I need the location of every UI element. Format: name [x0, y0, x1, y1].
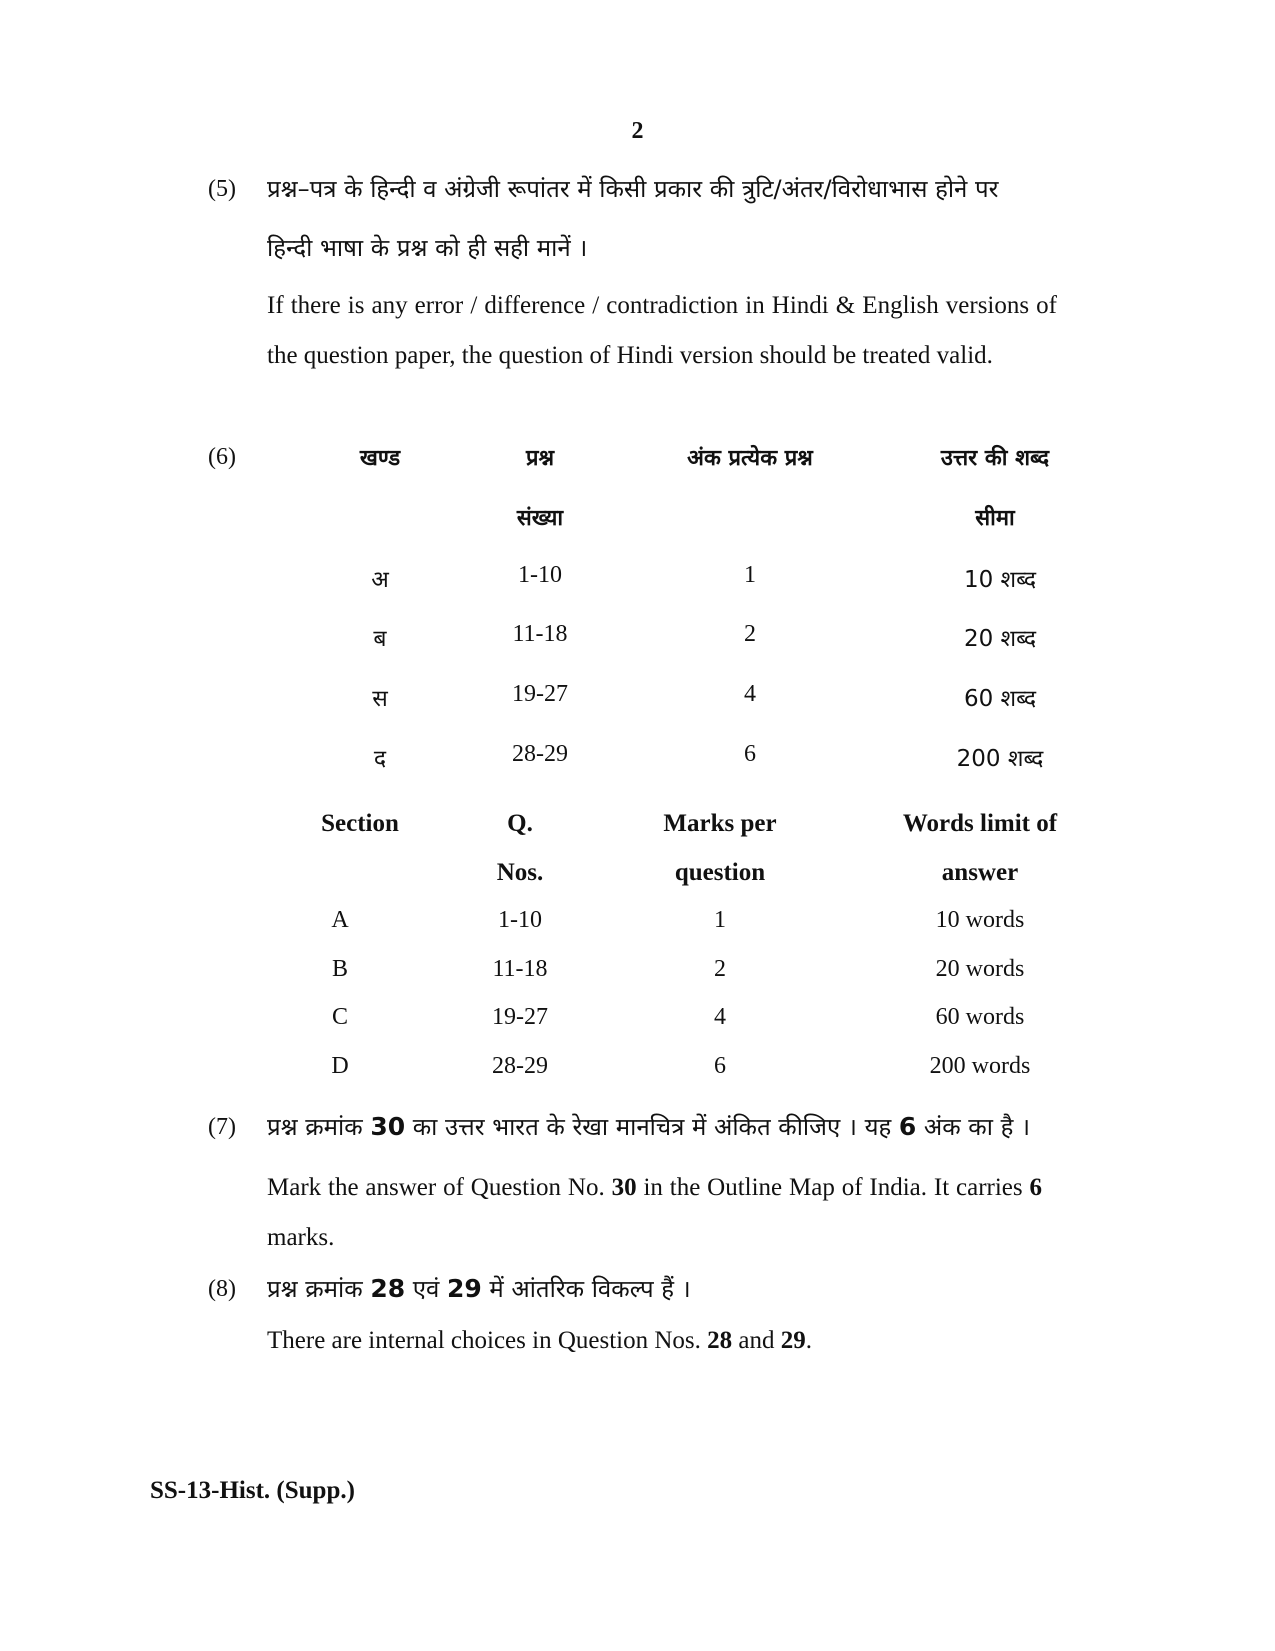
- table-cell: 4: [714, 1004, 726, 1030]
- table-cell: 28-29: [492, 1053, 548, 1079]
- table-cell: 2: [714, 956, 726, 982]
- item-7-hindi: प्रश्न क्रमांक 30 का उत्तर भारत के रेखा मानचित्र में अंकित कीजिए । यह 6 अंक का है ।: [267, 1112, 1031, 1141]
- item-5-hindi-line-2: हिन्दी भाषा के प्रश्न को ही सही मानें ।: [267, 234, 588, 262]
- english-table-header: question: [674, 859, 766, 886]
- table-cell: 19-27: [492, 1004, 548, 1030]
- hindi-table-header: प्रश्न: [525, 446, 555, 471]
- table-cell: 10 words: [935, 907, 1025, 933]
- table-cell: 1-10: [498, 907, 542, 933]
- table-cell: 60 words: [935, 1004, 1025, 1030]
- english-table-header: Words limit of: [902, 810, 1058, 837]
- table-cell: 11-18: [492, 956, 548, 982]
- table-cell: 6: [714, 1053, 726, 1079]
- table-cell: C: [331, 1004, 348, 1030]
- footer-paper-code: SS-13-Hist. (Supp.): [150, 1477, 355, 1504]
- table-cell: 11-18: [512, 621, 568, 647]
- table-cell: स: [372, 686, 388, 712]
- table-cell: 19-27: [512, 681, 568, 707]
- item-5-hindi-line-1: प्रश्न–पत्र के हिन्दी व अंग्रेजी रूपांतर में किसी प्रकार की त्रुटि/अंतर/विरोधाभास होने पर: [267, 175, 999, 203]
- english-table-header: Section: [321, 810, 399, 837]
- table-cell: A: [331, 907, 349, 933]
- table-cell: 1: [714, 907, 726, 933]
- table-cell: B: [331, 956, 348, 982]
- item-8-english: There are internal choices in Question Nos. 28 and 29.: [267, 1327, 812, 1354]
- item-7-english: Mark the answer of Question No. 30 in the Outline Map of India. It carries 6 marks.: [267, 1174, 1042, 1251]
- table-cell: द: [373, 746, 387, 772]
- table-cell: 20 words: [935, 956, 1025, 982]
- table-cell: 200 words: [929, 1053, 1031, 1079]
- table-cell: 6: [744, 741, 756, 767]
- item-8-hindi: प्रश्न क्रमांक 28 एवं 29 में आंतरिक विकल्प हैं ।: [267, 1274, 691, 1303]
- table-cell: 60 शब्द: [963, 686, 1037, 712]
- table-cell: अ: [371, 567, 389, 593]
- item-5-english: If there is any error / difference / contradiction in Hindi & English versions of the question paper, the question of Hindi version should be treated valid.: [267, 292, 1057, 369]
- item-6-number: (6): [208, 444, 236, 470]
- english-table-header: Q.: [507, 810, 533, 837]
- english-table-header: answer: [941, 859, 1019, 886]
- hindi-table-header: सीमा: [975, 506, 1015, 531]
- table-cell: 4: [744, 681, 756, 707]
- table-cell: D: [331, 1053, 349, 1079]
- item-8-number: (8): [208, 1276, 236, 1302]
- hindi-table-header: अंक प्रत्येक प्रश्न: [687, 446, 813, 471]
- table-cell: ब: [373, 626, 387, 652]
- table-cell: 2: [744, 621, 756, 647]
- english-table-header: Marks per: [663, 810, 777, 837]
- table-cell: 1-10: [518, 562, 562, 588]
- table-cell: 20 शब्द: [963, 626, 1037, 652]
- item-5-number: (5): [208, 176, 236, 202]
- hindi-table-header: खण्ड: [359, 446, 401, 471]
- page-number: 2: [631, 118, 644, 144]
- english-table-header: Nos.: [496, 859, 544, 886]
- hindi-table-header: उत्तर की शब्द: [940, 446, 1050, 471]
- hindi-table-header: संख्या: [516, 506, 564, 531]
- table-cell: 1: [744, 562, 756, 588]
- table-cell: 200 शब्द: [956, 746, 1044, 772]
- table-cell: 10 शब्द: [963, 567, 1037, 593]
- table-cell: 28-29: [512, 741, 568, 767]
- item-7-number: (7): [208, 1114, 236, 1140]
